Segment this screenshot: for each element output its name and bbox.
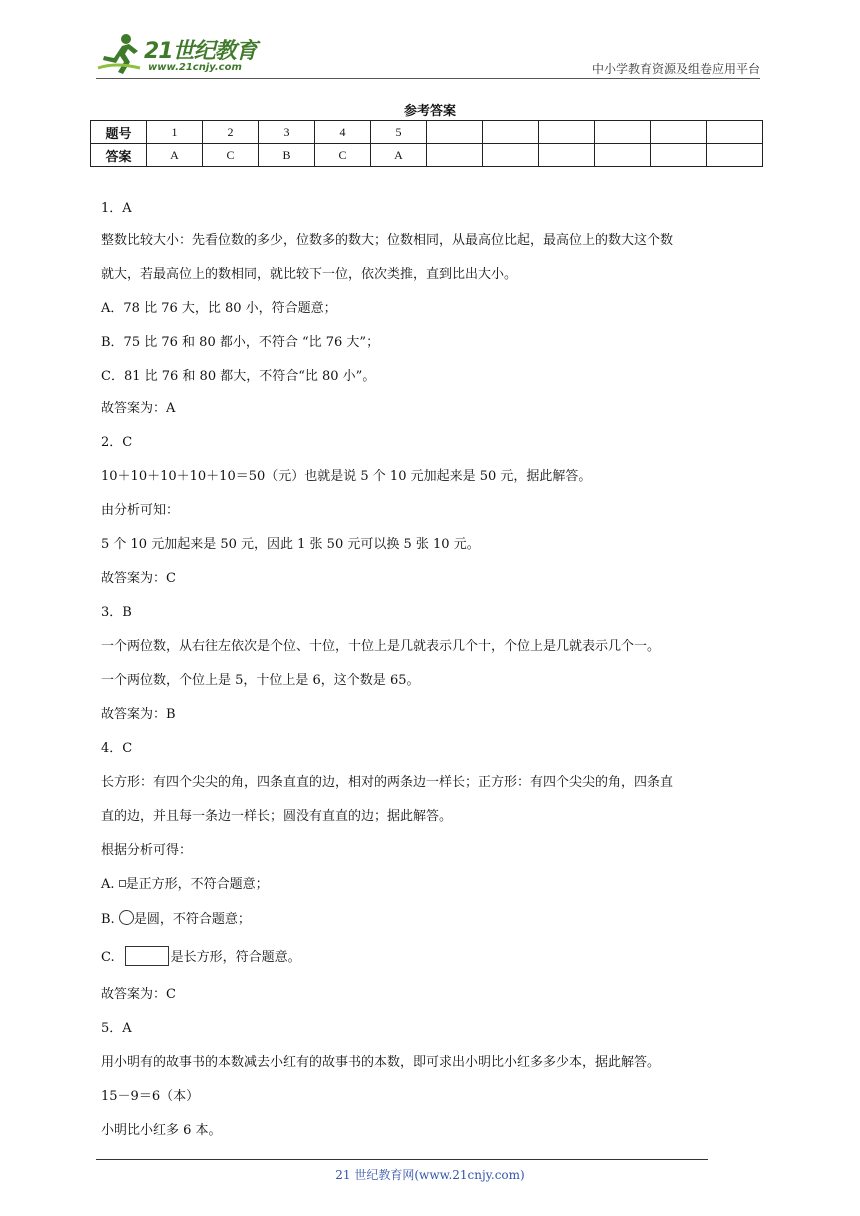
table-cell <box>707 121 763 144</box>
q2-heading: 2．C <box>101 435 133 450</box>
answer-table <box>90 120 763 167</box>
table-cell <box>707 144 763 167</box>
table-cell <box>539 144 595 167</box>
table-cell: A <box>371 144 427 167</box>
option-text: 是正方形，不符合题意； <box>125 877 269 892</box>
q4-option-a <box>101 876 269 894</box>
q1-heading: 1．A <box>101 201 132 216</box>
q1-text: 整数比较大小：先看位数的多少，位数多的数大；位数相同，从最高位比起，最高位上的数大这个数 <box>101 233 674 248</box>
table-cell <box>427 144 483 167</box>
site-logo <box>96 30 266 78</box>
q4-option-c <box>101 946 301 967</box>
q4-heading: 4．C <box>101 741 133 756</box>
q4-text: 直的边，并且每一条边一样长；圆没有直直的边；据此解答。 <box>101 809 453 824</box>
option-letter: B. <box>101 912 115 927</box>
q2-text: 由分析可知： <box>101 503 180 518</box>
q1-text: 就大，若最高位上的数相同，就比较下一位，依次类推，直到比出大小。 <box>101 267 518 282</box>
footer-text: 21 世纪教育网(www.21cnjy.com) <box>335 1168 525 1182</box>
q2-conclusion: 故答案为：C <box>101 571 176 586</box>
table-cell: 4 <box>315 121 371 144</box>
q4-conclusion: 故答案为：C <box>101 987 176 1002</box>
table-cell: C <box>315 144 371 167</box>
q3-text: 一个两位数，从右往左依次是个位、十位，十位上是几就表示几个十，个位上是几就表示几个一。 <box>101 639 661 654</box>
table-cell: 3 <box>259 121 315 144</box>
header-divider <box>96 78 760 79</box>
q3-conclusion: 故答案为：B <box>101 707 176 722</box>
q2-text: 10＋10＋10＋10＋10＝50（元）也就是说 5 个 10 元加起来是 50 元，据此解答。 <box>101 469 592 484</box>
q4-option-b <box>101 910 251 929</box>
q1-option-b: B．75 比 76 和 80 都小，不符合 “比 76 大”； <box>101 335 380 350</box>
option-text: 是长方形，符合题意。 <box>170 950 301 965</box>
q1-conclusion: 故答案为：A <box>101 401 176 416</box>
table-cell: 2 <box>203 121 259 144</box>
option-letter: C. <box>101 950 115 965</box>
q5-heading: 5．A <box>101 1021 132 1036</box>
q5-text: 15－9＝6（本） <box>101 1089 200 1104</box>
table-cell: 5 <box>371 121 427 144</box>
table-cell <box>595 144 651 167</box>
option-letter: A. <box>101 877 115 892</box>
table-cell <box>651 144 707 167</box>
q5-text: 用小明有的故事书的本数减去小红有的故事书的本数，即可求出小明比小红多多少本，据此解答。 <box>101 1055 661 1070</box>
table-cell <box>483 144 539 167</box>
table-cell: B <box>259 144 315 167</box>
table-row-answers <box>91 144 763 167</box>
table-cell: 1 <box>147 121 203 144</box>
row-label-number: 题号 <box>91 121 147 144</box>
row-label-answer: 答案 <box>91 144 147 167</box>
table-cell <box>483 121 539 144</box>
platform-name: 中小学教育资源及组卷应用平台 <box>591 62 760 76</box>
q3-heading: 3．B <box>101 605 132 620</box>
answer-table-title: 参考答案 <box>403 104 456 119</box>
table-cell <box>595 121 651 144</box>
q3-text: 一个两位数，个位上是 5，十位上是 6，这个数是 65。 <box>101 673 420 688</box>
logo-url: www.21cnjy.com <box>148 62 242 73</box>
small-square-icon <box>119 880 126 887</box>
rectangle-icon <box>125 946 169 966</box>
footer-divider <box>96 1159 708 1160</box>
runner-logo-icon <box>96 32 144 76</box>
q2-text: 5 个 10 元加起来是 50 元，因此 1 张 50 元可以换 5 张 10 元。 <box>101 537 480 552</box>
q1-option-a: A．78 比 76 大，比 80 小，符合题意； <box>101 301 337 316</box>
circle-icon <box>119 910 134 925</box>
table-cell <box>651 121 707 144</box>
q5-conclusion: 小明比小红多 6 本。 <box>101 1123 222 1138</box>
option-text: 是圆，不符合题意； <box>133 912 251 927</box>
page-header <box>96 30 760 78</box>
table-cell: C <box>203 144 259 167</box>
table-cell: A <box>147 144 203 167</box>
logo-text: 21世纪教育 <box>144 39 257 64</box>
q1-option-c: C．81 比 76 和 80 都大，不符合“比 80 小”。 <box>101 369 376 384</box>
q4-text: 根据分析可得： <box>101 843 193 858</box>
q4-text: 长方形：有四个尖尖的角，四条直直的边，相对的两条边一样长；正方形：有四个尖尖的角，四条直 <box>101 775 674 790</box>
table-cell <box>427 121 483 144</box>
table-cell <box>539 121 595 144</box>
table-row-numbers <box>91 121 763 144</box>
